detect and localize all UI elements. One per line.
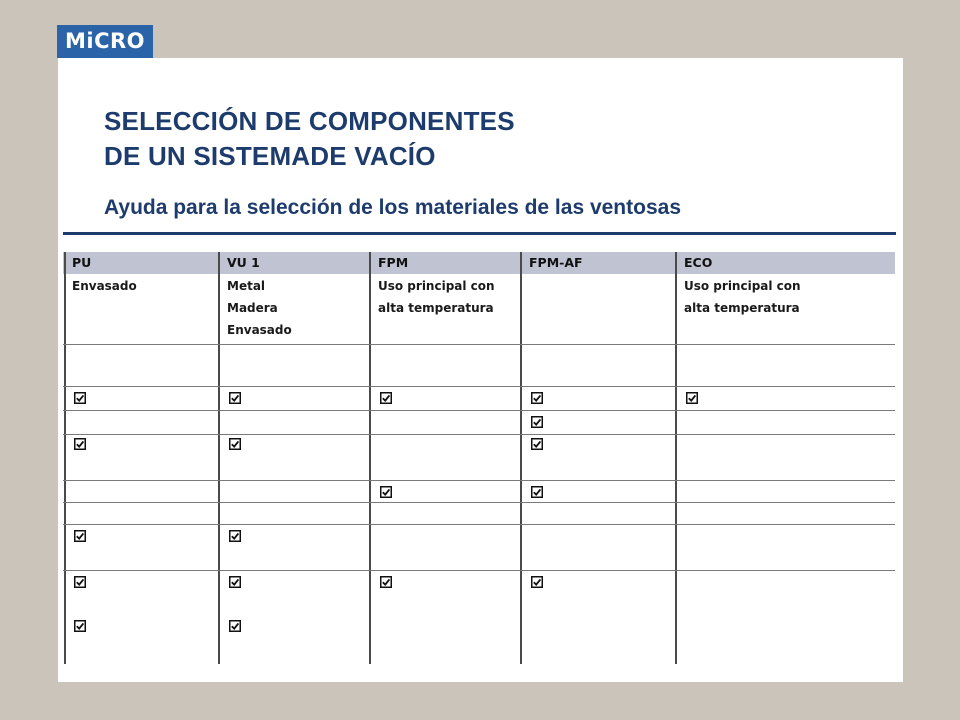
checked-box-icon (229, 530, 241, 542)
description-text: Uso principal con (378, 279, 495, 293)
micro-logo: MiCRO (57, 25, 153, 58)
row-divider (63, 410, 895, 411)
checked-box-icon (229, 620, 241, 632)
checked-box-icon (229, 438, 241, 450)
column-divider (520, 252, 522, 664)
checked-box-icon (531, 392, 543, 404)
description-text: alta temperatura (684, 301, 800, 315)
checked-box-icon (229, 392, 241, 404)
checked-box-icon (229, 576, 241, 588)
row-divider (63, 480, 895, 481)
checked-box-icon (531, 438, 543, 450)
checked-box-icon (74, 392, 86, 404)
page-title (104, 104, 515, 174)
checked-box-icon (531, 416, 543, 428)
description-text: alta temperatura (378, 301, 494, 315)
description-text: Madera (227, 301, 278, 315)
title-line-2: DE UN SISTEMADE VACÍO (104, 141, 436, 171)
column-divider (218, 252, 220, 664)
title-divider (63, 232, 896, 235)
materials-table (63, 252, 895, 664)
row-divider (63, 524, 895, 525)
title-line-1: SELECCIÓN DE COMPONENTES (104, 106, 515, 136)
column-divider (64, 252, 66, 664)
row-divider (63, 570, 895, 571)
column-header: FPM-AF (529, 255, 583, 270)
description-text: Uso principal con (684, 279, 801, 293)
column-divider (675, 252, 677, 664)
checked-box-icon (74, 576, 86, 588)
checked-box-icon (380, 486, 392, 498)
checked-box-icon (380, 576, 392, 588)
checked-box-icon (74, 530, 86, 542)
checked-box-icon (531, 576, 543, 588)
description-text: Metal (227, 279, 266, 293)
checked-box-icon (531, 486, 543, 498)
page-subtitle: Ayuda para la selección de los materiales de las ventosas (104, 196, 681, 219)
checked-box-icon (380, 392, 392, 404)
column-header: PU (72, 255, 92, 270)
column-divider (369, 252, 371, 664)
column-header: ECO (684, 255, 713, 270)
checked-box-icon (74, 438, 86, 450)
checked-box-icon (686, 392, 698, 404)
checked-box-icon (74, 620, 86, 632)
column-header: FPM (378, 255, 409, 270)
description-text: Envasado (227, 323, 292, 337)
row-divider (63, 344, 895, 345)
table-header-band (63, 252, 895, 274)
column-header: VU 1 (227, 255, 260, 270)
row-divider (63, 502, 895, 503)
row-divider (63, 386, 895, 387)
description-text: Envasado (72, 279, 137, 293)
row-divider (63, 434, 895, 435)
